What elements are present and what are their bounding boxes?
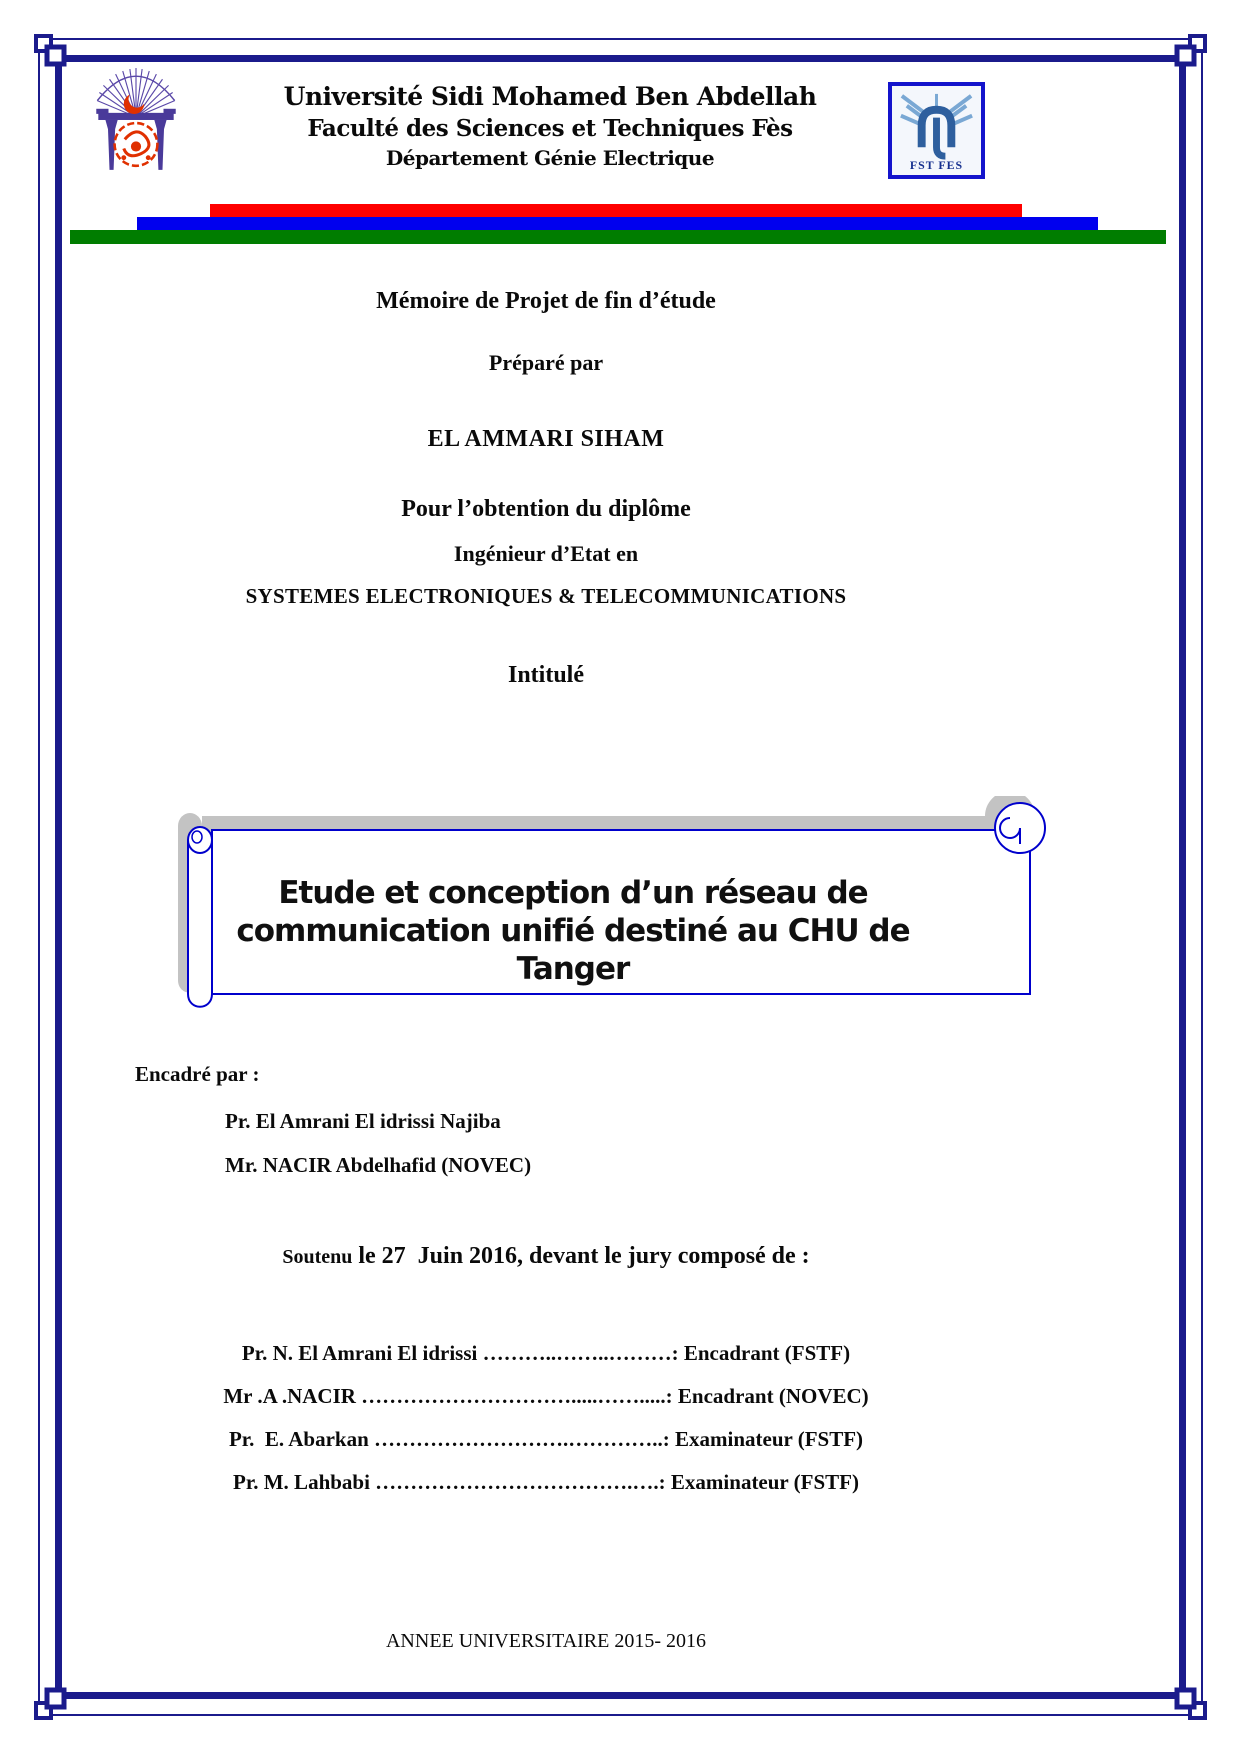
specialty-line: SYSTEMES ELECTRONIQUES & TELECOMMUNICATIONS xyxy=(245,584,847,608)
green-bar xyxy=(70,230,1166,244)
institution-header xyxy=(230,80,870,172)
thesis-title-line1: Etude et conception d’un réseau de xyxy=(278,875,868,911)
jury-row: Pr. M. Lahbabi ……………………………….….: Examinateur (FSTF) xyxy=(233,1470,859,1494)
department-name: Département Génie Electrique xyxy=(385,146,715,170)
fst-fes-logo xyxy=(888,82,985,179)
degree-line: Ingénieur d’Etat en xyxy=(453,541,639,566)
academic-year: ANNEE UNIVERSITAIRE 2015- 2016 xyxy=(385,1630,707,1652)
author-name: EL AMMARI SIHAM xyxy=(427,426,665,452)
prepared-by-label: Préparé par xyxy=(488,350,604,375)
thesis-title-line3: Tanger xyxy=(516,951,630,987)
university-name: Université Sidi Mohamed Ben Abdellah xyxy=(283,82,817,111)
university-emblem-logo xyxy=(85,66,187,176)
memoire-line: Mémoire de Projet de fin d’étude xyxy=(376,288,716,314)
blue-bar xyxy=(137,217,1098,231)
corner-ornament-icon xyxy=(1174,33,1208,67)
corner-ornament-icon xyxy=(1174,1687,1208,1721)
corner-ornament-icon xyxy=(33,33,67,67)
jury-list xyxy=(56,1340,1036,1512)
supervisor-2: Mr. NACIR Abdelhafid (NOVEC) xyxy=(225,1153,532,1177)
title-scroll-banner xyxy=(178,796,1058,1028)
thesis-title-line2: communication unifié destiné au CHU de xyxy=(236,913,910,949)
defense-rest: le 27 Juin 2016, devant le jury composé de : xyxy=(352,1243,810,1269)
jury-row: Pr. E. Abarkan ……………………….…………..: Examinateur (FSTF) xyxy=(228,1427,864,1451)
red-bar xyxy=(210,204,1022,218)
faculty-name: Faculté des Sciences et Techniques Fès xyxy=(307,115,793,142)
jury-row: Mr .A .NACIR ………………………….....…….....: Encadrant (NOVEC) xyxy=(223,1384,869,1408)
supervised-by-label: Encadré par : xyxy=(135,1062,260,1086)
obtention-line: Pour l’obtention du diplôme xyxy=(401,496,691,522)
defense-line xyxy=(56,1243,1036,1270)
supervisor-1: Pr. El Amrani El idrissi Najiba xyxy=(225,1109,501,1133)
jury-row: Pr. N. El Amrani El idrissi ………..……..………: Encadrant (FSTF) xyxy=(241,1341,851,1365)
defense-word: Soutenu xyxy=(282,1246,353,1268)
corner-ornament-icon xyxy=(33,1687,67,1721)
fst-logo-caption: FST FES xyxy=(909,158,964,173)
entitled-label: Intitulé xyxy=(507,662,584,688)
thesis-title xyxy=(218,874,928,988)
